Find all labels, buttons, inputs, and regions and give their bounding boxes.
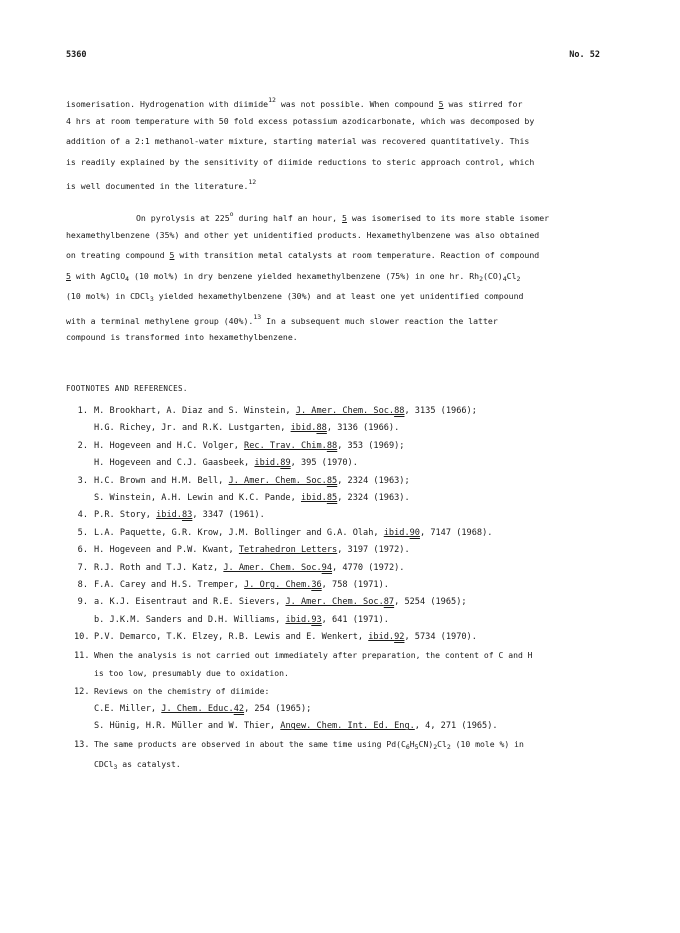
journal-title: ibid. (156, 510, 182, 521)
volume: 87 (383, 597, 395, 608)
text-line: on treating compound 5 with transition metal catalysts at room temperature. Reaction of compound (66, 250, 540, 260)
text-line: with a terminal methylene group (40%).$^{13}$ In a subsequent much slower reaction the latter (66, 312, 498, 326)
volume: 94 (321, 562, 333, 573)
compound-ref: 5 (438, 99, 444, 109)
journal-title: J. Amer. Chem. Soc. (295, 406, 395, 416)
volume: 92 (394, 632, 405, 643)
paragraph-2 (66, 204, 614, 348)
volume: 85 (326, 493, 338, 504)
volume: 42 (233, 703, 245, 714)
volume: 88 (394, 406, 405, 416)
volume: 85 (326, 475, 338, 486)
reference-list (74, 403, 634, 777)
reference-8: 8. F.A. Carey and H.S. Tremper, J. Org. Chem.36, 758 (1971). (77, 580, 389, 591)
text-line: (10 mol%) in CDCl$_3$ yielded hexamethylbenzene (30%) and at least one yet unidentified compound (66, 291, 524, 303)
reference-11: 11. When the analysis is not carried out immediately after preparation, the content of C and H is too low, presumably due to oxidation. (74, 649, 533, 679)
journal-title: J. Chem. Educ. (161, 703, 234, 714)
reference-7: 7. R.J. Roth and T.J. Katz, J. Amer. Chem. Soc.94, 4770 (1972). (77, 562, 405, 573)
journal-title: J. Amer. Chem. Soc. (228, 475, 327, 486)
text-line: 5 with AgClO$_4$ (10 mol%) in dry benzene yielded hexamethylbenzene (75%) in one hr. $Rh_2(CO)_4Cl_2$ (66, 270, 521, 283)
reference-1: 1. M. Brookhart, A. Diaz and S. Winstein, J. Amer. Chem. Soc.88, 3135 (1966); H.G. Richey, Jr. and R.K. Lustgarten, ibid.88, 3136 (1966). (77, 406, 477, 434)
journal-title: Tetrahedron Letters (238, 545, 338, 556)
reference-13: 13. The same products are observed in about the same time using $Pd(C_6H_5CN)_2Cl_2$ (10 mole %) in CDCl$_3$ as catalyst. (74, 738, 524, 772)
reference-12: 12. Reviews on the chemistry of diimide: C.E. Miller, J. Chem. Educ.42, 254 (1965); S. Hünig, H.R. Müller and W. Thier, Angew. Chem. Int. Ed. Eng., 4, 271 (1965). (74, 685, 498, 732)
reference-3: 3. H.C. Brown and H.M. Bell, J. Amer. Chem. Soc.85, 2324 (1963); S. Winstein, A.H. Lewin and K.C. Pande, ibid.85, 2324 (1963). (77, 475, 410, 504)
journal-title: Rec. Trav. Chim. (244, 440, 327, 451)
journal-title: J. Amer. Chem. Soc. (285, 597, 384, 608)
journal-title: J. Amer. Chem. Soc. (223, 562, 322, 573)
footnotes-heading: FOOTNOTES AND REFERENCES. (66, 384, 188, 393)
volume: 93 (311, 614, 322, 625)
reference-4: 4. P.R. Story, ibid.83, 3347 (1961). (77, 510, 265, 521)
text-line: is well documented in the literature.$^{12}$ (66, 178, 257, 191)
reference-5: 5. L.A. Paquette, G.R. Krow, J.M. Bollinger and G.A. Olah, ibid.90, 7147 (1968). (77, 527, 493, 538)
volume: 83 (181, 510, 193, 521)
reference-6: 6. H. Hogeveen and P.W. Kwant, Tetrahedron Letters, 3197 (1972). (77, 545, 410, 556)
journal-title: ibid. (290, 423, 317, 434)
volume: 90 (409, 527, 420, 538)
journal-title: J. Org. Chem. (244, 580, 312, 591)
volume: 89 (280, 458, 291, 469)
compound-ref: 5 (66, 270, 71, 281)
volume: 88 (316, 423, 327, 434)
issue-number: No. 52 (569, 50, 600, 60)
journal-title: ibid. (368, 632, 395, 643)
text-line: compound is transformed into hexamethylbenzene. (66, 332, 298, 342)
reference-9: 9. a. K.J. Eisentraut and R.E. Sievers, J. Amer. Chem. Soc.87, 5254 (1965); b. J.K.M. Sanders and D.H. Williams, ibid.93, 641 (1971). (77, 597, 467, 625)
text-line: On pyrolysis at 225$^o$ during half an hour, 5 was isomerised to its more stable isomer (136, 210, 550, 223)
compound-ref: 5 (169, 250, 175, 260)
journal-title: ibid. (300, 493, 327, 504)
volume: 88 (326, 440, 338, 451)
text-line: hexamethylbenzene (35%) and other yet unidentified products. Hexamethylbenzene was also obtained (66, 229, 540, 240)
page-number: 5360 (66, 50, 87, 60)
reference-2: 2. H. Hogeveen and H.C. Volger, Rec. Trav. Chim.88, 353 (1969); H. Hogeveen and C.J. Gaasbeek, ibid.89, 395 (1970). (77, 440, 405, 469)
journal-title: ibid. (285, 614, 312, 625)
journal-title: ibid. (383, 527, 410, 538)
text-line: is readily explained by the sensitivity of diimide reductions to steric approach control, which (66, 156, 535, 167)
volume: 36 (311, 580, 322, 591)
text-line: 4 hrs at room temperature with 50 fold excess potassium azodicarbonate, which was decomposed by (66, 115, 535, 126)
text-line: isomerisation. Hydrogenation with diimide$^{12}$ was not possible. When compound 5 was stirred for (66, 96, 523, 109)
reference-10: 10. P.V. Demarco, T.K. Elzey, R.B. Lewis and E. Wenkert, ibid.92, 5734 (1970). (74, 632, 477, 643)
paragraph-1 (66, 90, 614, 193)
text-line: addition of a 2:1 methanol-water mixture, starting material was recovered quantitatively. This (66, 136, 530, 146)
journal-title: Angew. Chem. Int. Ed. Eng. (280, 721, 415, 732)
journal-title: ibid. (254, 458, 281, 469)
compound-ref: 5 (342, 213, 347, 223)
